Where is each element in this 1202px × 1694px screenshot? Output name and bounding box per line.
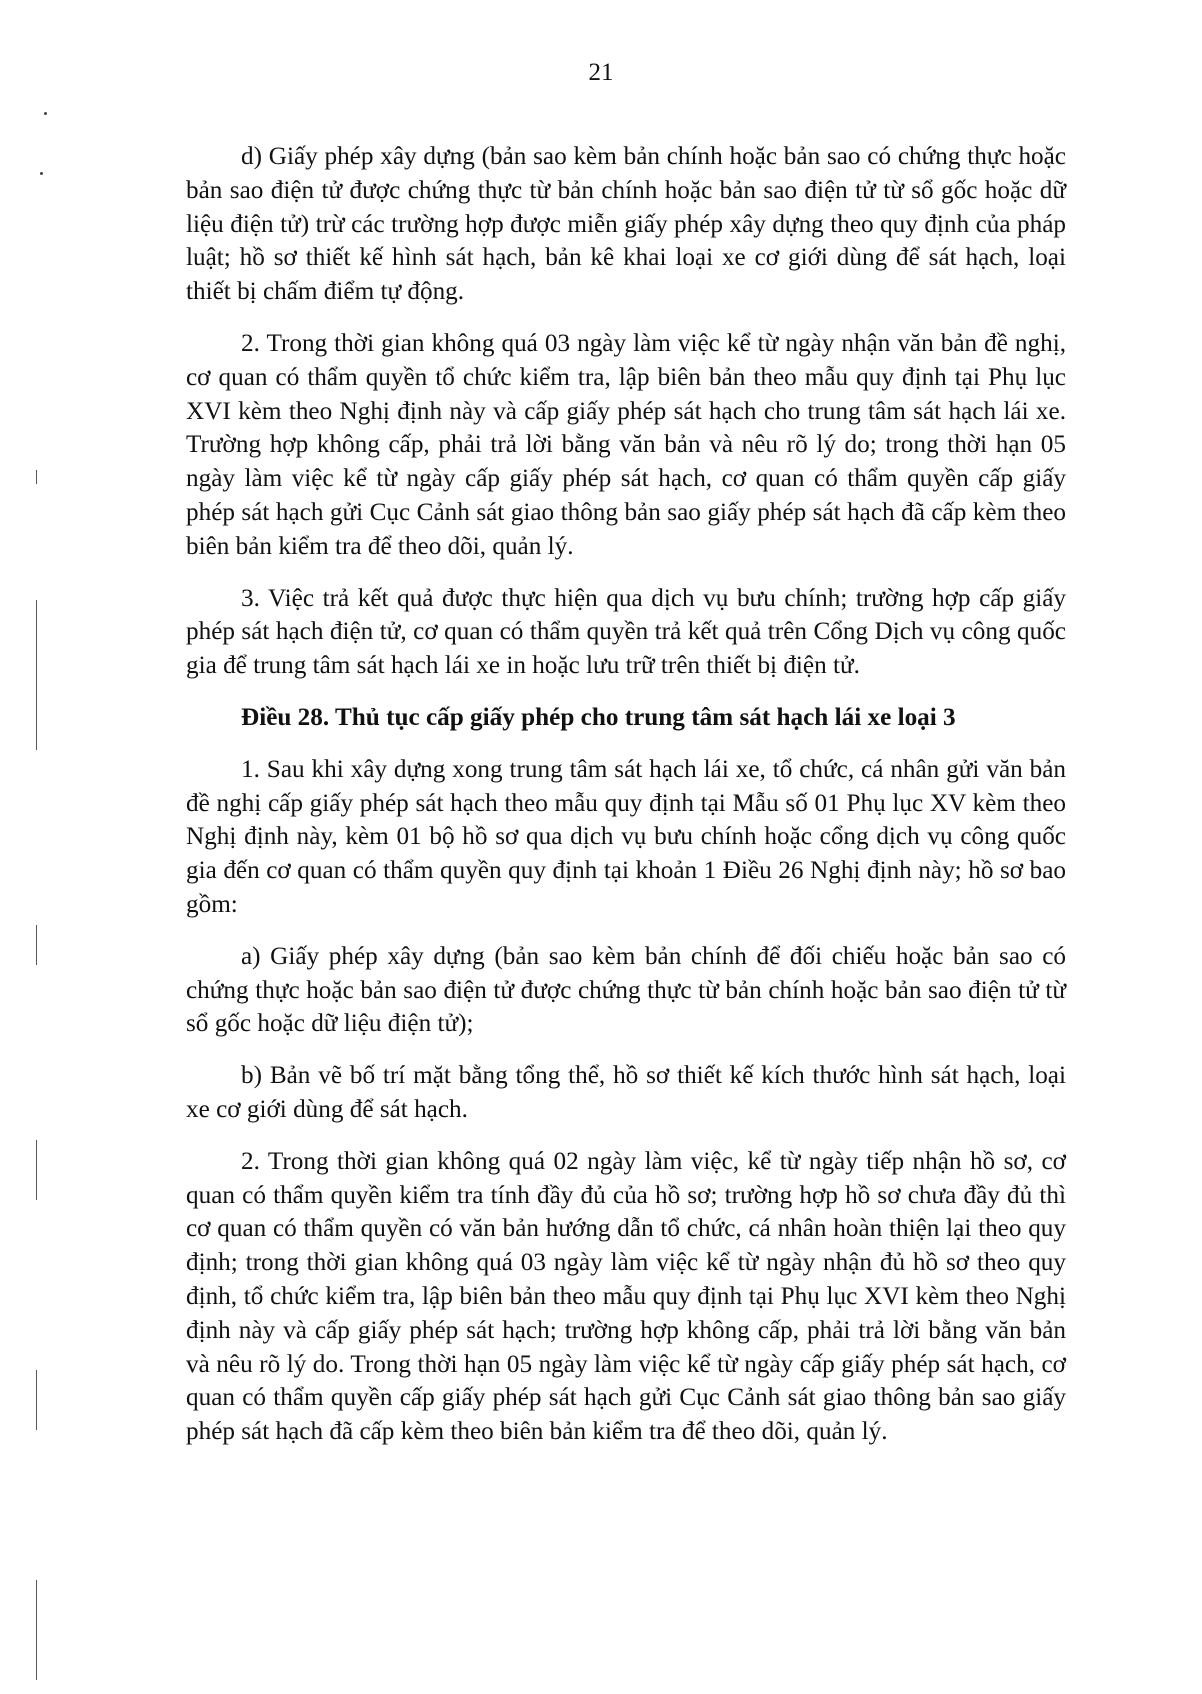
scan-speck — [44, 112, 47, 115]
scan-speck — [40, 172, 43, 175]
paragraph-1-application: 1. Sau khi xây dựng xong trung tâm sát hạch lái xe, tổ chức, cá nhân gửi văn bản đề nghị cấp giấy phép sát hạch theo mẫu quy định tại Mẫu số 01 Phụ lục XV kèm theo Nghị định này, kèm 01 bộ hồ sơ qua dịch vụ bưu chính hoặc cổng dịch vụ công quốc gia đến cơ quan có thẩm quyền quy định tại khoản 1 Điều 26 Nghị định này; hồ sơ bao gồm: — [186, 755, 1066, 918]
paragraph-3-result-delivery: 3. Việc trả kết quả được thực hiện qua dịch vụ bưu chính; trường hợp cấp giấy phép sát hạch điện tử, cơ quan có thẩm quyền trả kết quả trên Cổng Dịch vụ công quốc gia để trung tâm sát hạch lái xe in hoặc lưu trữ trên thiết bị điện tử. — [186, 584, 1066, 680]
scan-edge-mark — [36, 470, 37, 484]
paragraph-b-layout-drawing: b) Bản vẽ bố trí mặt bằng tổng thể, hồ sơ thiết kế kích thước hình sát hạch, loại xe cơ giới dùng để sát hạch. — [186, 1062, 1066, 1123]
scan-edge-mark — [36, 1580, 37, 1680]
document-body — [186, 140, 1066, 1467]
paragraph-2-review-process: 2. Trong thời gian không quá 02 ngày làm việc, kể từ ngày tiếp nhận hồ sơ, cơ quan có thẩm quyền kiểm tra tính đầy đủ của hồ sơ; trường hợp hồ sơ chưa đầy đủ thì cơ quan có thẩm quyền có văn bản hướng dẫn tổ chức, cá nhân hoàn thiện lại theo quy định; trong thời gian không quá 03 ngày làm việc kể từ ngày nhận đủ hồ sơ theo quy định, tổ chức kiểm tra, lập biên bản theo mẫu quy định tại Phụ lục XVI kèm theo Nghị định này và cấp giấy phép sát hạch; trường hợp không cấp, phải trả lời bằng văn bản và nêu rõ lý do. Trong thời hạn 05 ngày làm việc kể từ ngày cấp giấy phép sát hạch, cơ quan có thẩm quyền cấp giấy phép sát hạch gửi Cục Cảnh sát giao thông bản sao giấy phép sát hạch đã cấp kèm theo biên bản kiểm tra để theo dõi, quản lý. — [186, 1147, 1066, 1446]
scan-edge-mark — [36, 1370, 37, 1430]
page-number: 21 — [588, 59, 614, 86]
paragraph-a-construction-permit: a) Giấy phép xây dựng (bản sao kèm bản chính để đối chiếu hoặc bản sao có chứng thực hoặc bản sao điện tử được chứng thực từ bản chính hoặc bản sao điện tử từ sổ gốc hoặc dữ liệu điện tử); — [186, 942, 1066, 1038]
scan-edge-mark — [36, 1140, 37, 1200]
scan-edge-mark — [36, 600, 37, 750]
scan-edge-mark — [36, 925, 37, 965]
paragraph-2-inspection-timeline: 2. Trong thời gian không quá 03 ngày làm việc kể từ ngày nhận văn bản đề nghị, cơ quan có thẩm quyền tổ chức kiểm tra, lập biên bản theo mẫu quy định tại Phụ lục XVI kèm theo Nghị định này và cấp giấy phép sát hạch cho trung tâm sát hạch lái xe. Trường hợp không cấp, phải trả lời bằng văn bản và nêu rõ lý do; trong thời hạn 05 ngày làm việc kể từ ngày cấp giấy phép sát hạch, cơ quan có thẩm quyền cấp giấy phép sát hạch gửi Cục Cảnh sát giao thông bản sao giấy phép sát hạch đã cấp kèm theo biên bản kiểm tra để theo dõi, quản lý. — [186, 329, 1066, 560]
article-28-heading: Điều 28. Thủ tục cấp giấy phép cho trung tâm sát hạch lái xe loại 3 — [241, 703, 956, 731]
paragraph-d-construction-permit: d) Giấy phép xây dựng (bản sao kèm bản chính hoặc bản sao có chứng thực hoặc bản sao điện tử được chứng thực từ bản chính hoặc bản sao điện tử từ sổ gốc hoặc dữ liệu điện tử) trừ các trường hợp được miễn giấy phép xây dựng theo quy định của pháp luật; hồ sơ thiết kế hình sát hạch, bản kê khai loại xe cơ giới dùng để sát hạch, loại thiết bị chấm điểm tự động. — [186, 143, 1066, 306]
